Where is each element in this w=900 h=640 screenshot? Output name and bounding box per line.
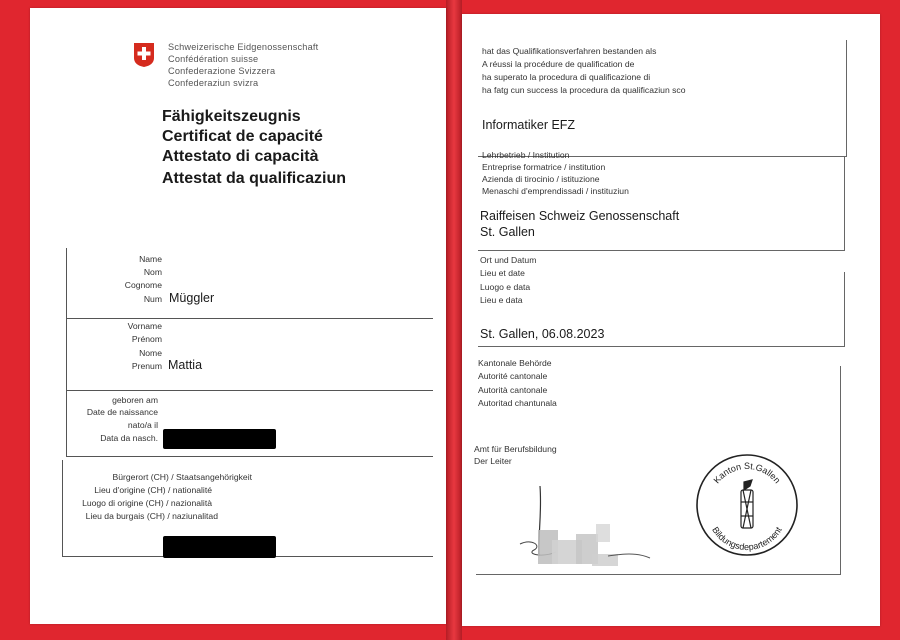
company-label-fr: Entreprise formatrice / institution bbox=[482, 162, 606, 172]
birth-label-de: geboren am bbox=[112, 395, 158, 405]
authority-label-fr: Autorité cantonale bbox=[478, 371, 548, 381]
place-date-label-fr: Lieu et date bbox=[480, 268, 525, 278]
swiss-cross-icon bbox=[133, 42, 155, 68]
birth-label-it: nato/a il bbox=[127, 420, 158, 430]
passed-line-rm: ha fatg cun success la procedura da qualificaziun sco bbox=[482, 85, 686, 95]
company-label-it: Azienda di tirocinio / istituzione bbox=[482, 174, 600, 184]
confederation-line-it: Confederazione Svizzera bbox=[168, 66, 276, 76]
place-date-label-rm: Lieu e data bbox=[480, 295, 523, 305]
birth-label-rm: Data da nasch. bbox=[100, 433, 158, 443]
first-name-label-it: Nome bbox=[139, 348, 162, 358]
confederation-line-rm: Confederaziun svizra bbox=[168, 78, 259, 88]
first-name-label-de: Vorname bbox=[127, 321, 162, 331]
origin-label-it: Luogo di origine (CH) / nazionalità bbox=[82, 498, 212, 508]
company-label-rm: Menaschi d'emprendissadi / instituziun bbox=[482, 186, 629, 196]
qualification-box bbox=[478, 40, 847, 157]
surname-value: Müggler bbox=[169, 291, 215, 305]
origin-label-rm: Lieu da burgais (CH) / naziunalitad bbox=[85, 511, 218, 521]
company-box bbox=[478, 156, 845, 251]
left-page bbox=[30, 8, 446, 624]
place-date-label-it: Luogo e data bbox=[480, 282, 531, 292]
qualification-value: Informatiker EFZ bbox=[482, 118, 576, 132]
surname-label-it: Cognome bbox=[124, 280, 162, 290]
seal-bottom-text: Bildungsdepartement bbox=[710, 524, 784, 553]
surname-label-de: Name bbox=[139, 254, 162, 264]
origin-label-de: Bürgerort (CH) / Staatsangehörigkeit bbox=[112, 472, 252, 482]
authority-signer-line-2: Der Leiter bbox=[474, 456, 512, 466]
origin-redaction bbox=[163, 536, 276, 558]
first-name-label-fr: Prénom bbox=[131, 334, 162, 344]
first-name-label-rm: Prenum bbox=[131, 361, 162, 371]
certificate-title-rm: Attestat da qualificaziun bbox=[162, 170, 347, 187]
authority-label-it: Autorità cantonale bbox=[478, 385, 548, 395]
authority-label-rm: Autoritad chantunala bbox=[478, 398, 557, 408]
company-value-line-1: Raiffeisen Schweiz Genossenschaft bbox=[480, 209, 680, 223]
surname-label-rm: Num bbox=[143, 294, 162, 304]
company-label-de: Lehrbetrieb / Institution bbox=[482, 150, 570, 160]
right-page bbox=[462, 14, 880, 626]
signature-image bbox=[512, 474, 662, 574]
certificate-title-de: Fähigkeitszeugnis bbox=[162, 108, 301, 125]
authority-label-de: Kantonale Behörde bbox=[478, 358, 552, 368]
confederation-line-de: Schweizerische Eidgenossenschaft bbox=[168, 42, 319, 52]
origin-label-fr: Lieu d'origine (CH) / nationalité bbox=[94, 485, 212, 495]
seal-top-text: Kanton St.Gallen bbox=[711, 460, 783, 486]
authority-signer-line-1: Amt für Berufsbildung bbox=[474, 444, 557, 454]
fasces-emblem-icon bbox=[741, 480, 753, 528]
place-date-label-de: Ort und Datum bbox=[480, 255, 537, 265]
birth-label-fr: Date de naissance bbox=[86, 407, 158, 417]
birth-date-redaction bbox=[163, 429, 276, 449]
passed-line-de: hat das Qualifikationsverfahren bestanden als bbox=[482, 46, 657, 56]
passed-line-fr: A réussi la procédure de qualification de bbox=[482, 59, 635, 69]
certificate-title-fr: Certificat de capacité bbox=[162, 128, 323, 145]
canton-seal-stamp bbox=[694, 452, 800, 558]
place-date-box bbox=[478, 272, 845, 347]
confederation-line-fr: Confédération suisse bbox=[168, 54, 259, 64]
booklet-spine bbox=[446, 0, 462, 640]
first-name-value: Mattia bbox=[168, 358, 203, 372]
company-value-line-2: St. Gallen bbox=[480, 225, 535, 239]
passed-line-it: ha superato la procedura di qualificazione di bbox=[482, 72, 651, 82]
place-date-value: St. Gallen, 06.08.2023 bbox=[480, 327, 605, 341]
certificate-title-it: Attestato di capacità bbox=[162, 148, 319, 165]
surname-label-fr: Nom bbox=[143, 267, 162, 277]
